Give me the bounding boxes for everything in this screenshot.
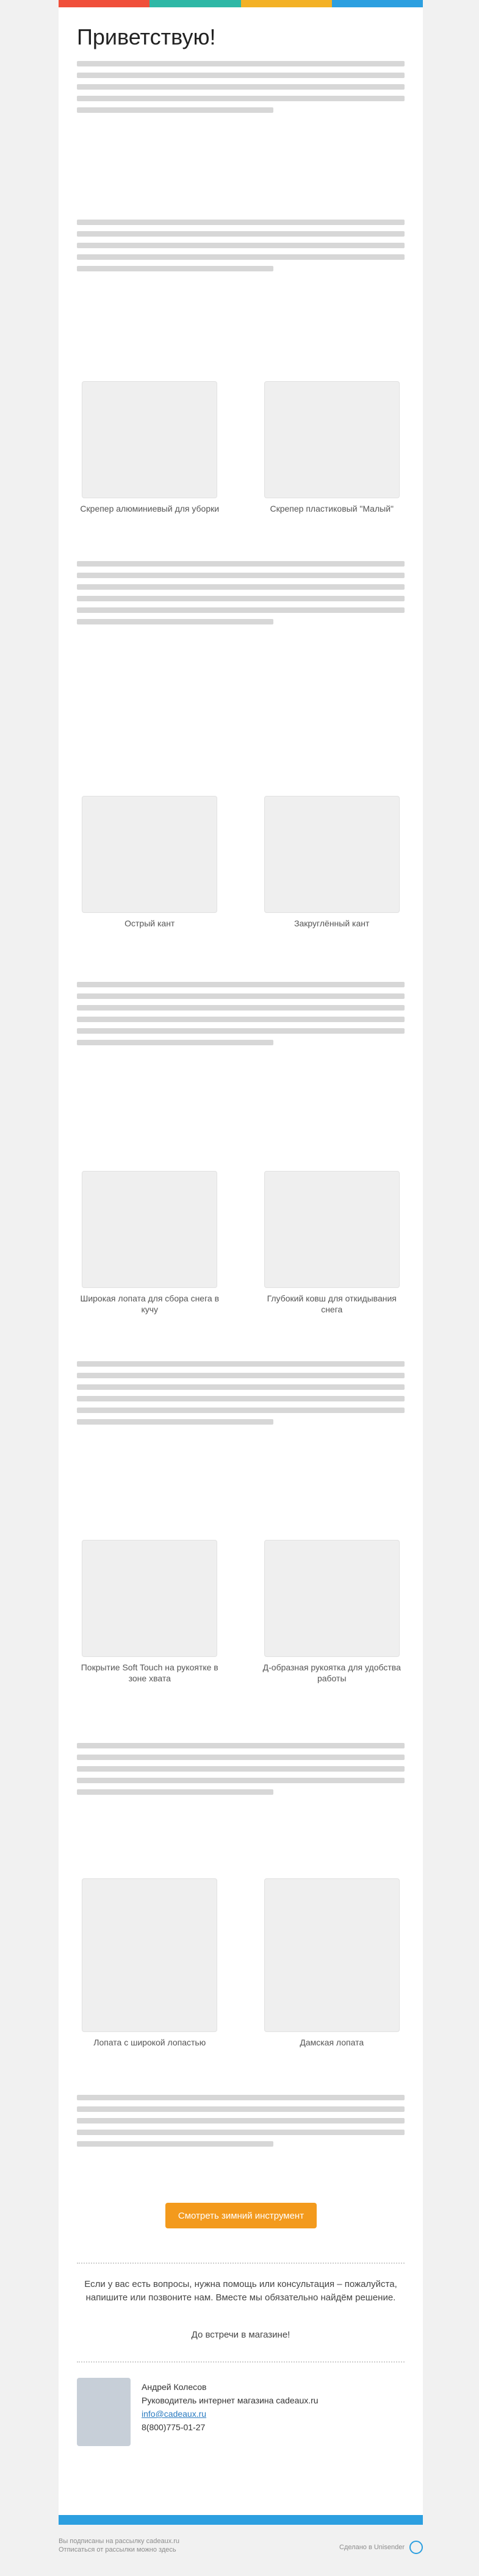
caption-wide-shovel: Широкая лопата для сбора снега в кучу bbox=[80, 1293, 220, 1314]
closing-text: До встречи в магазине! bbox=[191, 2330, 290, 2340]
intro-paragraph-placeholder bbox=[77, 61, 405, 119]
divider-bottom bbox=[77, 2361, 405, 2363]
figure-ladies-shovel bbox=[262, 1878, 402, 2048]
top-color-stripe bbox=[59, 0, 423, 7]
caption-plastic-scraper: Скрепер пластиковый "Малый" bbox=[270, 504, 394, 513]
figure-d-handle bbox=[262, 1540, 402, 1684]
wide-shovel-image bbox=[82, 1171, 217, 1288]
caption-soft-touch: Покрытие Soft Touch на рукоятке в зоне хвата bbox=[81, 1662, 218, 1683]
soft-touch-image bbox=[82, 1540, 217, 1657]
avatar bbox=[77, 2378, 131, 2446]
caption-sharp-edge: Острый кант bbox=[124, 918, 175, 928]
author-email-link[interactable]: info@cadeaux.ru bbox=[142, 2409, 207, 2419]
figure-sharp-edge bbox=[79, 796, 220, 929]
author-name: Андрей Колесов bbox=[142, 2382, 207, 2392]
rounded-edge-image bbox=[264, 796, 400, 913]
help-text: Если у вас есть вопросы, нужна помощь или консультация – пожалуйста, напишите или позвоните нам. Вместе мы обязательно найдём решение. bbox=[84, 2279, 397, 2303]
figure-aluminum-scraper bbox=[79, 381, 220, 514]
d-handle-image bbox=[264, 1540, 400, 1657]
deep-scoop-image bbox=[264, 1171, 400, 1288]
figure-wide-blade bbox=[79, 1878, 220, 2048]
caption-aluminum-scraper: Скрепер алюминиевый для уборки bbox=[80, 504, 220, 513]
ladies-shovel-image bbox=[264, 1878, 400, 2032]
figure-plastic-scraper bbox=[262, 381, 402, 514]
purpose-paragraph-placeholder bbox=[77, 982, 405, 1051]
caption-rounded-edge: Закруглённый кант bbox=[294, 918, 370, 928]
figure-soft-touch bbox=[79, 1540, 220, 1684]
author-info bbox=[142, 2380, 319, 2434]
figure-wide-shovel bbox=[79, 1171, 220, 1315]
blades-row bbox=[59, 1171, 423, 1315]
author-block bbox=[77, 2378, 405, 2451]
wide-blade-shovel-image bbox=[82, 1878, 217, 2032]
figure-deep-scoop bbox=[262, 1171, 402, 1315]
shovel-types-row bbox=[59, 1878, 423, 2048]
aluminum-scraper-image bbox=[82, 381, 217, 498]
material-paragraph-placeholder bbox=[77, 561, 405, 631]
email-sheet bbox=[59, 0, 423, 2522]
caption-d-handle: Д-образная рукоятка для удобства работы bbox=[262, 1662, 401, 1683]
greeting-title: Приветствую! bbox=[77, 24, 216, 49]
divider-top bbox=[77, 2263, 405, 2264]
scrapers-row bbox=[59, 381, 423, 514]
footer-color-band bbox=[59, 2515, 423, 2525]
unisender-logo-icon bbox=[409, 2541, 423, 2554]
stripe-blue bbox=[332, 0, 423, 7]
figure-rounded-edge bbox=[262, 796, 402, 929]
edges-row bbox=[59, 796, 423, 929]
sharp-edge-image bbox=[82, 796, 217, 913]
caption-ladies-shovel: Дамская лопата bbox=[300, 2038, 364, 2047]
caption-deep-scoop: Глубокий ковш для откидывания снега bbox=[267, 1293, 397, 1314]
handles-row bbox=[59, 1540, 423, 1684]
summary-paragraph-placeholder bbox=[77, 2095, 405, 2153]
stripe-yellow bbox=[241, 0, 332, 7]
size-paragraph-placeholder bbox=[77, 1743, 405, 1801]
author-phone: 8(800)775-01-27 bbox=[142, 2422, 206, 2432]
subscription-note: Вы подписаны на рассылку cadeaux.ru bbox=[59, 2538, 180, 2545]
unsubscribe-note[interactable]: Отписаться от рассылки можно здесь bbox=[59, 2546, 176, 2553]
made-in-text: Сделано в Unisender bbox=[339, 2544, 405, 2551]
stripe-teal bbox=[149, 0, 240, 7]
plastic-scraper-image bbox=[264, 381, 400, 498]
footer bbox=[59, 2537, 423, 2561]
choice-paragraph-placeholder bbox=[77, 220, 405, 277]
stripe-red bbox=[59, 0, 149, 7]
caption-wide-blade: Лопата с широкой лопастью bbox=[93, 2038, 206, 2047]
handle-paragraph-placeholder bbox=[77, 1361, 405, 1431]
author-role: Руководитель интернет магазина cadeaux.ru bbox=[142, 2395, 319, 2405]
view-winter-tools-button[interactable]: Смотреть зимний инструмент bbox=[165, 2203, 317, 2228]
